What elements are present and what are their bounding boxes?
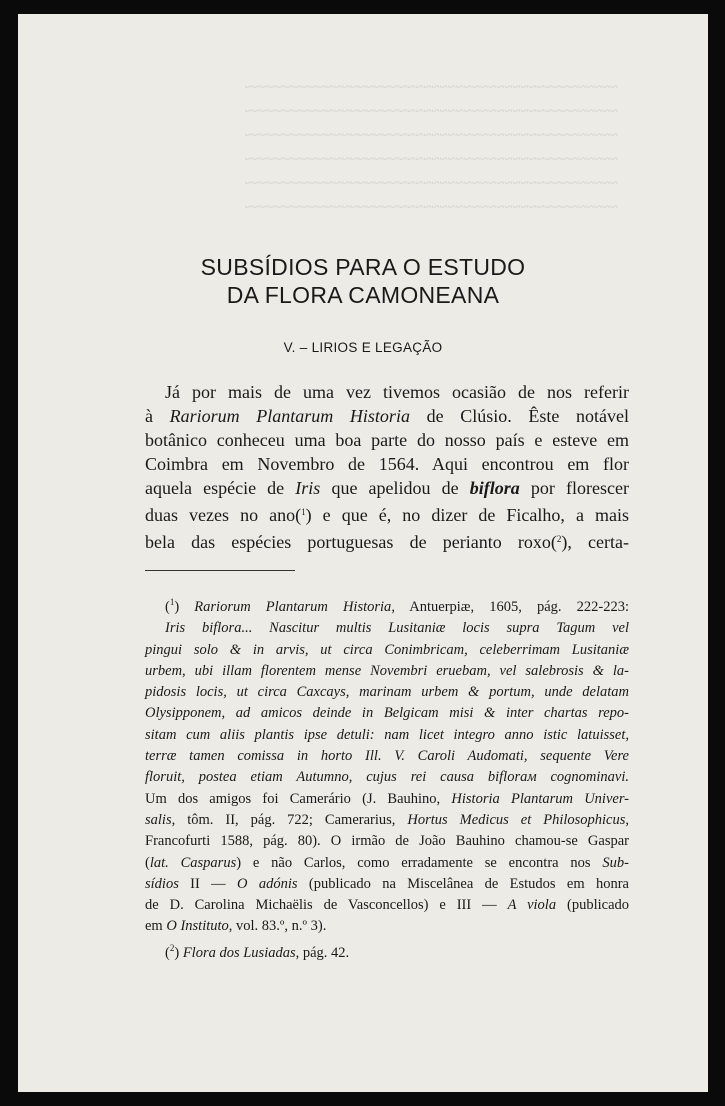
body-line: Já por mais de uma vez tivemos ocasião de nos referir — [165, 382, 629, 402]
footnote-line: pidosis locis, ut circa Caxcays, marinam urbem & portum, unde delatam — [145, 684, 629, 701]
body-line: Coimbra em Novembro de 1564. Aqui encontrou em flor — [145, 454, 629, 474]
title-line-2: DA FLORA CAMONEANA — [226, 282, 500, 308]
footnote-line: ($^2$) Flora dos Lusiadas, pág. 42. — [165, 942, 350, 961]
body-line: botânico conheceu uma boa parte do nosso país e esteve em — [145, 430, 629, 450]
footnote-line: urbem, ubi illam florentem mense Novembri eruebam, vel salebrosis & la- — [145, 662, 629, 679]
footnote-line: Iris biflora... Nascitur multis Lusitaniæ locis supra Tagum vel — [165, 620, 629, 637]
footnote-line: sídios II — O adónis (publicado na Miscelânea de Estudos em honra — [145, 875, 629, 892]
footnote-line: Olysipponem, ad amicos deinde in Belgicam misi & inter chartas repo- — [145, 705, 629, 722]
footnote-divider — [145, 570, 295, 571]
document-page — [18, 14, 708, 1092]
footnote-line: em O Instituto, vol. 83.º, n.º 3). — [145, 918, 327, 935]
footnote-line: terræ tamen comissa in horto Ill. V. Caroli Audomati, sequente Vere — [145, 748, 629, 765]
title-line-1: SUBSÍDIOS PARA O ESTUDO — [200, 254, 526, 280]
body-text — [145, 380, 629, 554]
footnote-line: de D. Carolina Michaëlis de Vasconcellos) e III — A viola (publicado — [145, 897, 630, 914]
footnotes — [145, 592, 629, 964]
footnote-line: pingui solo & in arvis, ut circa Conimbricam, celeberrimam Lusitaniæ — [145, 641, 629, 658]
body-line: aquela espécie de Iris que apelidou de biflora por florescer — [145, 478, 629, 498]
footnote-line: salis, tôm. II, pág. 722; Camerarius, Hortus Medicus et Philosophicus, — [145, 811, 629, 828]
bleed-through-text: ~~~~~~~~~~~~~~~~~~~~~~~~~~~~~~~~~~~~~~~~~~~~~~ ~~~~~~~~~~~~~~~~~~~~~~~~~~~~~~~~~~~~~~~~~~~~~~ ~~~~~~~~~~~~~~~~~~~~~~~~~~~~~~~~~~~~~~~~~~~~~~ ~~~~~~~~~~~~~~~~~~~~~~~~~~~~~~~~~~~~~~~~~~~~~~ ~~~~~~~~~~~~~~~~~~~~~~~~~~~~~~~~~~~~~~~~~~~~~~ ~~~~~~~~~~~~~~~~~~~~~~~~~~~~~~~~~~~~~~~~~~~~~~ — [244, 80, 618, 216]
footnote-line: Francofurti 1588, pág. 80). O irmão de João Bauhino chamou-se Gaspar — [145, 833, 629, 850]
body-line: à Rariorum Plantarum Historia de Clúsio. Êste notável — [145, 406, 629, 426]
body-line: duas vezes no ano($^1$) e que é, no dizer de Ficalho, a mais — [145, 505, 630, 525]
footnote-line: (lat. Casparus) e não Carlos, como erradamente se encontra nos Sub- — [145, 854, 629, 871]
footnote-line: ($^1$) Rariorum Plantarum Historia, Antuerpiæ, 1605, pág. 222-223: — [165, 597, 629, 615]
body-line: bela das espécies portuguesas de perianto roxo($^2$), certa- — [145, 532, 629, 552]
footnote-line: Um dos amigos foi Camerário (J. Bauhino, Historia Plantarum Univer- — [145, 790, 629, 807]
section-heading: V. – LIRIOS E LEGAÇÃO — [283, 340, 443, 355]
footnote-line: sitam cum aliis plantis ipse detuli: nam licet integro anno istic latuisset, — [145, 726, 629, 743]
footnote-line: floruit, postea etiam Autumno, cujus rei causa biflorам cognominavi. — [145, 769, 629, 786]
